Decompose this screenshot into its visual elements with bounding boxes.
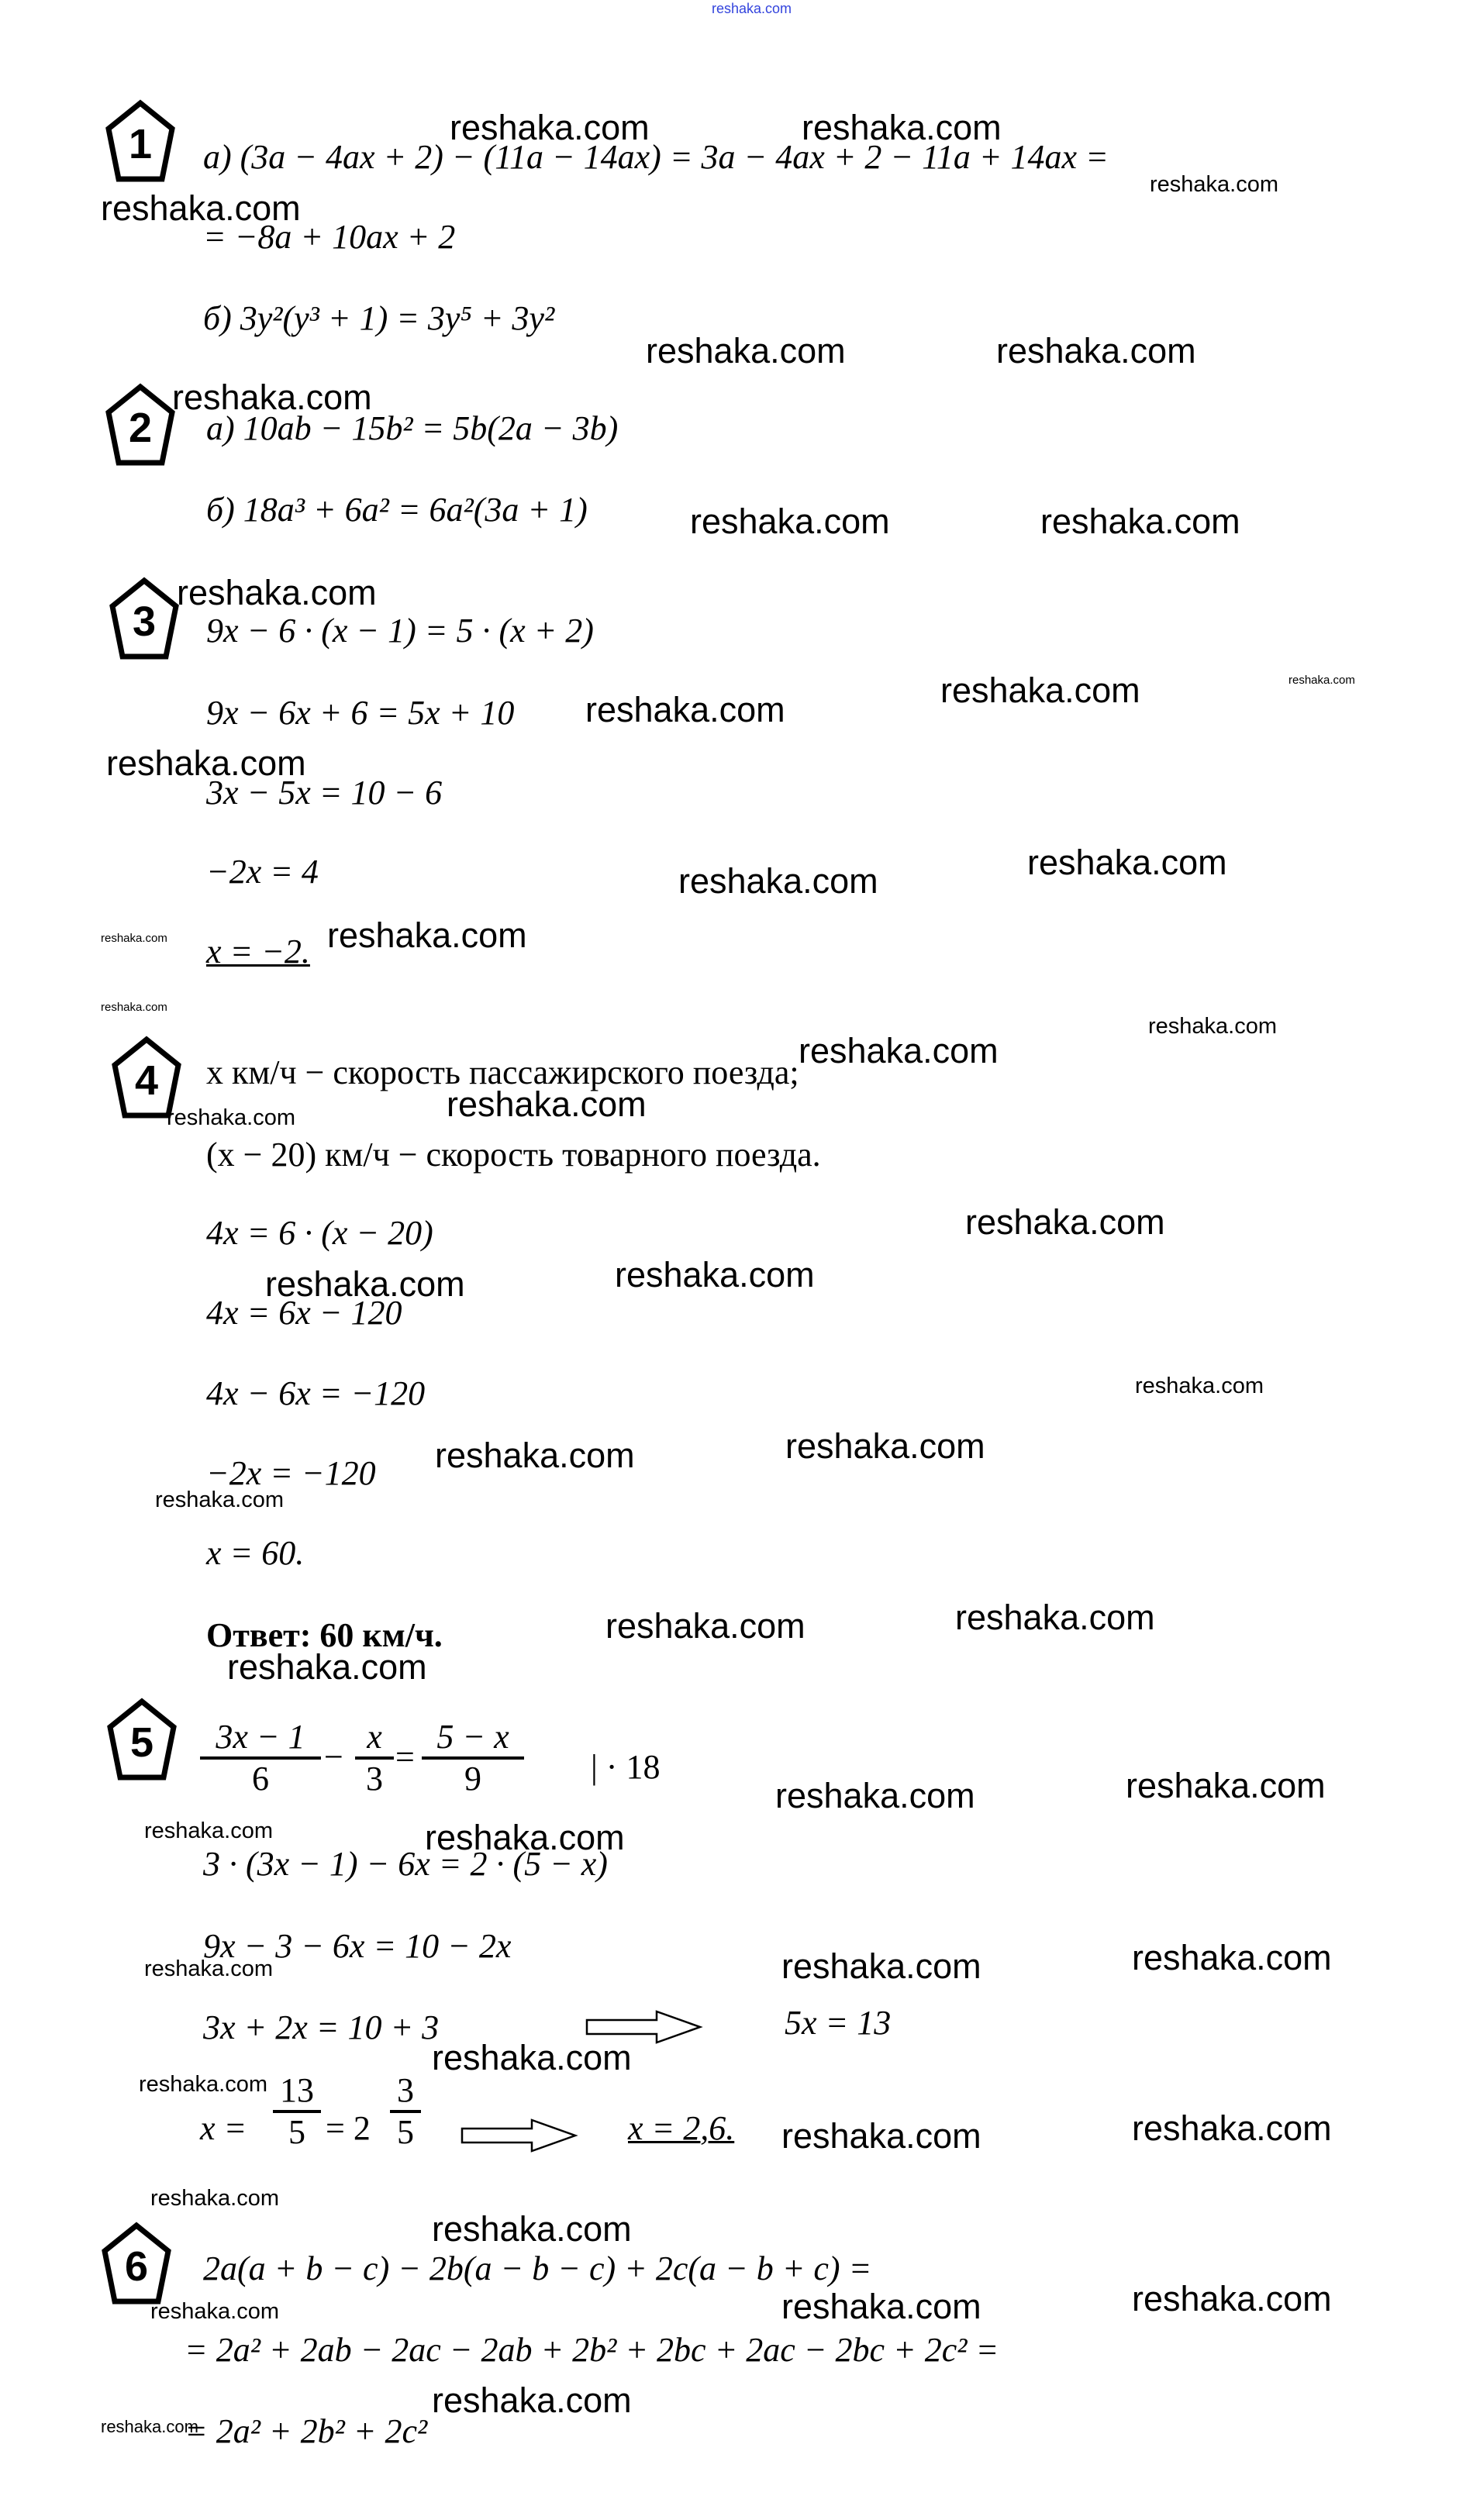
watermark: reshaka.com <box>678 861 878 901</box>
task-4-line: 4x = 6 · (x − 20) <box>206 1214 433 1252</box>
task-1-line-b: б) 3y²(y³ + 1) = 3y⁵ + 3y² <box>203 299 555 337</box>
watermark: reshaka.com <box>172 377 372 417</box>
watermark: reshaka.com <box>1288 674 1355 687</box>
task-1-line-a: а) (3a − 4ax + 2) − (11a − 14ax) = 3a − 4ax + 2 − 11a + 14ax = <box>203 138 1109 176</box>
watermark: reshaka.com <box>447 1084 647 1124</box>
task-5-badge <box>106 1698 178 1781</box>
svg-text:1: 1 <box>128 121 153 167</box>
task-5-line: 3 · (3x − 1) − 6x = 2 · (5 − x) <box>203 1845 608 1883</box>
task-1-line-a-result: = −8a + 10ax + 2 <box>203 218 456 256</box>
task-3-answer: x = −2. <box>206 933 310 970</box>
watermark: reshaka.com <box>432 2038 632 2077</box>
watermark: reshaka.com <box>775 1776 975 1815</box>
fraction-3: $\frac{5 - x}{9}$ <box>422 1718 524 1798</box>
task-2-line-a: а) 10ab − 15b² = 5b(2a − 3b) <box>206 409 619 447</box>
fraction-1: $\frac{3x - 1}{6}$ <box>200 1718 321 1798</box>
watermark: reshaka.com <box>1126 1766 1326 1805</box>
task-5-line: 3x + 2x = 10 + 3 <box>203 2008 440 2046</box>
task-4-line: −2x = −120 <box>206 1454 376 1492</box>
watermark: reshaka.com <box>150 2186 280 2211</box>
watermark: reshaka.com <box>150 2299 280 2324</box>
fraction-3-5: $\frac{3}{5}$ <box>390 2071 421 2152</box>
arrow-right-icon <box>461 2118 578 2157</box>
task-5-line: 5x = 13 <box>785 2004 892 2042</box>
watermark: reshaka.com <box>1040 502 1240 541</box>
equals-sign: = <box>395 1738 415 1776</box>
mixed-whole: = 2 <box>326 2109 371 2147</box>
watermark: reshaka.com <box>605 1606 805 1646</box>
fraction-13-5: $\frac{13}{5}$ <box>273 2071 321 2152</box>
svg-text:2: 2 <box>128 405 153 451</box>
watermark: reshaka.com <box>940 671 1140 710</box>
watermark: reshaka.com <box>781 2116 981 2156</box>
watermark: reshaka.com <box>167 1105 296 1130</box>
watermark: reshaka.com <box>1132 2108 1332 2148</box>
task-4-line: 4x = 6x − 120 <box>206 1294 402 1332</box>
task-5-answer: x = 2,6. <box>628 2109 735 2147</box>
watermark: reshaka.com <box>781 2287 981 2326</box>
watermark: reshaka.com <box>1132 2279 1332 2318</box>
task-4-line: 4x − 6x = −120 <box>206 1374 426 1412</box>
fraction-2: $\frac{x}{3}$ <box>355 1718 394 1798</box>
watermark: reshaka.com <box>144 1818 274 1843</box>
task-3-line: 9x − 6x + 6 = 5x + 10 <box>206 694 515 732</box>
watermark: reshaka.com <box>227 1647 427 1687</box>
watermark: reshaka.com <box>435 1436 635 1475</box>
task-5-line: 9x − 3 − 6x = 10 − 2x <box>203 1927 512 1965</box>
watermark: reshaka.com <box>265 1264 465 1304</box>
watermark: reshaka.com <box>1135 1374 1264 1398</box>
svg-text:3: 3 <box>132 598 157 645</box>
svg-text:4: 4 <box>134 1057 159 1104</box>
watermark: reshaka.com <box>432 2380 632 2420</box>
task-3-badge <box>109 577 180 660</box>
task-4-line: x км/ч − скорость пассажирского поезда; <box>206 1053 799 1091</box>
watermark: reshaka.com <box>327 915 527 955</box>
minus-sign: − <box>324 1738 343 1776</box>
watermark: reshaka.com <box>646 331 846 371</box>
svg-text:6: 6 <box>124 2243 149 2290</box>
svg-text:5: 5 <box>129 1719 154 1766</box>
watermark: reshaka.com <box>1150 172 1279 197</box>
task-3-line: −2x = 4 <box>206 853 319 891</box>
watermark: reshaka.com <box>139 2072 268 2097</box>
watermark: reshaka.com <box>781 1946 981 1986</box>
watermark: reshaka.com <box>101 932 167 945</box>
watermark: reshaka.com <box>802 108 1002 147</box>
watermark: reshaka.com <box>177 573 377 612</box>
watermark: reshaka.com <box>585 690 785 729</box>
task-6-line: = 2a² + 2ab − 2ac − 2ab + 2b² + 2bc + 2ac − 2bc + 2c² = <box>185 2331 999 2369</box>
watermark: reshaka.com <box>155 1488 285 1512</box>
task-4-line: x = 60. <box>206 1534 305 1572</box>
task-4-answer: Ответ: 60 км/ч. <box>206 1616 443 1654</box>
task-3-line: 9x − 6 · (x − 1) = 5 · (x + 2) <box>206 612 594 650</box>
task-6-line: = 2a² + 2b² + 2c² <box>185 2412 428 2450</box>
multiplier: | · 18 <box>591 1748 661 1786</box>
task-3-line: 3x − 5x = 10 − 6 <box>206 774 443 812</box>
watermark: reshaka.com <box>101 188 301 228</box>
task-4-line: (x − 20) км/ч − скорость товарного поезда. <box>206 1136 821 1174</box>
watermark: reshaka.com <box>432 2209 632 2249</box>
task-6-badge <box>101 2222 172 2305</box>
watermark: reshaka.com <box>785 1426 985 1466</box>
task-2-line-b: б) 18a³ + 6a² = 6a²(3a + 1) <box>206 491 588 529</box>
watermark: reshaka.com <box>965 1202 1165 1242</box>
x-equals: x = <box>200 2109 247 2147</box>
watermark: reshaka.com <box>615 1255 815 1294</box>
task-6-line: 2a(a + b − c) − 2b(a − b − c) + 2c(a − b + c) = <box>203 2249 872 2287</box>
task-1-badge <box>105 99 176 183</box>
watermark: reshaka.com <box>690 502 890 541</box>
watermark: reshaka.com <box>799 1031 999 1070</box>
watermark: reshaka.com <box>425 1818 625 1857</box>
watermark: reshaka.com <box>1148 1014 1278 1039</box>
watermark: reshaka.com <box>144 1956 274 1981</box>
watermark: reshaka.com <box>712 1 792 16</box>
watermark: reshaka.com <box>955 1598 1155 1637</box>
watermark: reshaka.com <box>101 1001 167 1014</box>
watermark: reshaka.com <box>450 108 650 147</box>
watermark: reshaka.com <box>996 331 1196 371</box>
watermark: reshaka.com <box>101 2417 198 2436</box>
watermark: reshaka.com <box>1027 843 1227 882</box>
watermark: reshaka.com <box>106 743 306 783</box>
watermark: reshaka.com <box>1132 1938 1332 1977</box>
task-2-badge <box>105 383 176 467</box>
